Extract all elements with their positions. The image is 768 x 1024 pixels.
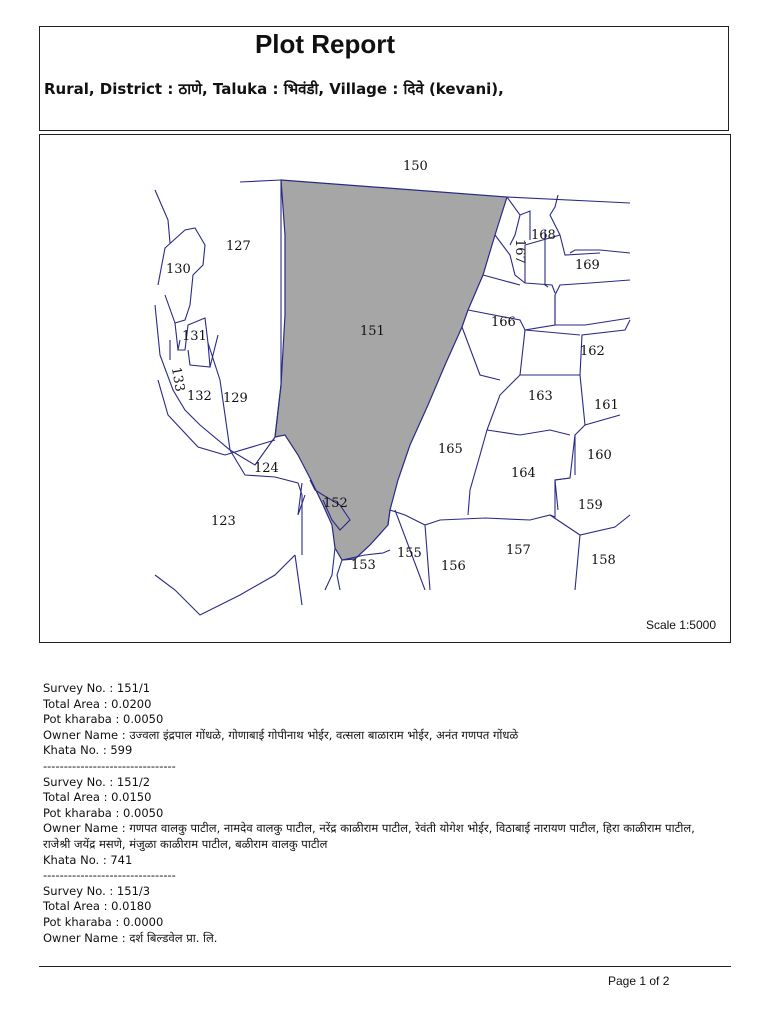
plot-map: [39, 134, 731, 643]
plot-label-167: 167: [512, 239, 527, 264]
survey-number: Survey No. : 151/1: [43, 681, 151, 695]
survey-details: [43, 681, 733, 946]
khata-number: Khata No. : 741: [43, 852, 133, 867]
map-canvas: [40, 135, 730, 642]
plot-label-129: 129: [223, 391, 248, 406]
pot-kharaba: Pot kharaba : 0.0050: [43, 712, 164, 727]
plot-label-164: 164: [511, 466, 536, 481]
plot-label-155: 155: [397, 546, 422, 561]
report-title: Plot Report: [254, 29, 396, 59]
plot-label-151: 151: [360, 324, 385, 339]
owner-name: Owner Name : दर्श बिल्डवेल प्रा. लि.: [43, 930, 218, 945]
pot-kharaba: Pot kharaba : 0.0000: [43, 914, 164, 929]
plot-label-159: 159: [578, 498, 603, 513]
plot-label-165: 165: [438, 442, 463, 457]
survey-record-1: [43, 681, 733, 775]
plot-label-157: 157: [506, 543, 531, 558]
record-separator: --------------------------------: [43, 758, 176, 773]
footer-divider: [39, 966, 731, 967]
report-location: Rural, District : ठाणे, Taluka : भिवंडी, Village : दिवे (kevani),: [44, 80, 504, 98]
owner-name: Owner Name : उज्वला इंद्रपाल गोंधळे, गोणाबाई गोपीनाथ भोईर, वत्सला बाळाराम भोईर, अनंत गणपत गोंधळे: [43, 727, 519, 742]
survey-record-3: [43, 884, 733, 946]
plot-label-162: 162: [580, 344, 605, 359]
page-number: Page 1 of 2: [608, 974, 670, 988]
plot-label-131: 131: [182, 329, 207, 344]
plot-label-166: 166: [491, 315, 516, 330]
plot-label-156: 156: [441, 559, 466, 574]
plot-label-161: 161: [594, 398, 619, 413]
total-area: Total Area : 0.0150: [43, 790, 152, 805]
plot-label-160: 160: [587, 448, 612, 463]
plot-label-127: 127: [226, 239, 251, 254]
plot-label-130: 130: [166, 262, 191, 277]
total-area: Total Area : 0.0200: [43, 696, 152, 711]
plot-label-150: 150: [403, 159, 428, 174]
survey-record-2: [43, 775, 733, 884]
plot-label-124: 124: [254, 461, 279, 476]
khata-number: Khata No. : 599: [43, 743, 133, 758]
plot-label-158: 158: [591, 553, 616, 568]
record-separator: --------------------------------: [43, 868, 176, 883]
report-header: [39, 26, 729, 131]
plot-label-152: 152: [323, 496, 348, 511]
plot-151-shape: [275, 180, 507, 560]
plot-label-168: 168: [531, 228, 556, 243]
survey-number: Survey No. : 151/2: [43, 774, 151, 789]
plot-label-169: 169: [575, 258, 600, 273]
survey-number: Survey No. : 151/3: [43, 883, 151, 898]
pot-kharaba: Pot kharaba : 0.0050: [43, 805, 164, 820]
plot-label-153: 153: [351, 558, 376, 573]
total-area: Total Area : 0.0180: [43, 899, 152, 914]
plot-label-133: 133: [167, 365, 187, 394]
plot-label-123: 123: [211, 514, 236, 529]
plot-label-163: 163: [528, 389, 553, 404]
owner-name: Owner Name : गणपत वालकु पाटील, नामदेव वालकु पाटील, नरेंद्र काळीराम पाटील, रेवंती योगेश भोईर, विठाबाई नारायण पाटील, हिरा काळीराम पाटील, राजेश्री जयेंद्र मसणे, मंजुळा काळीराम पाटील, बळीराम वालकु पाटील: [43, 821, 695, 851]
map-scale: Scale 1:5000: [645, 618, 716, 632]
plot-label-132: 132: [187, 389, 212, 404]
